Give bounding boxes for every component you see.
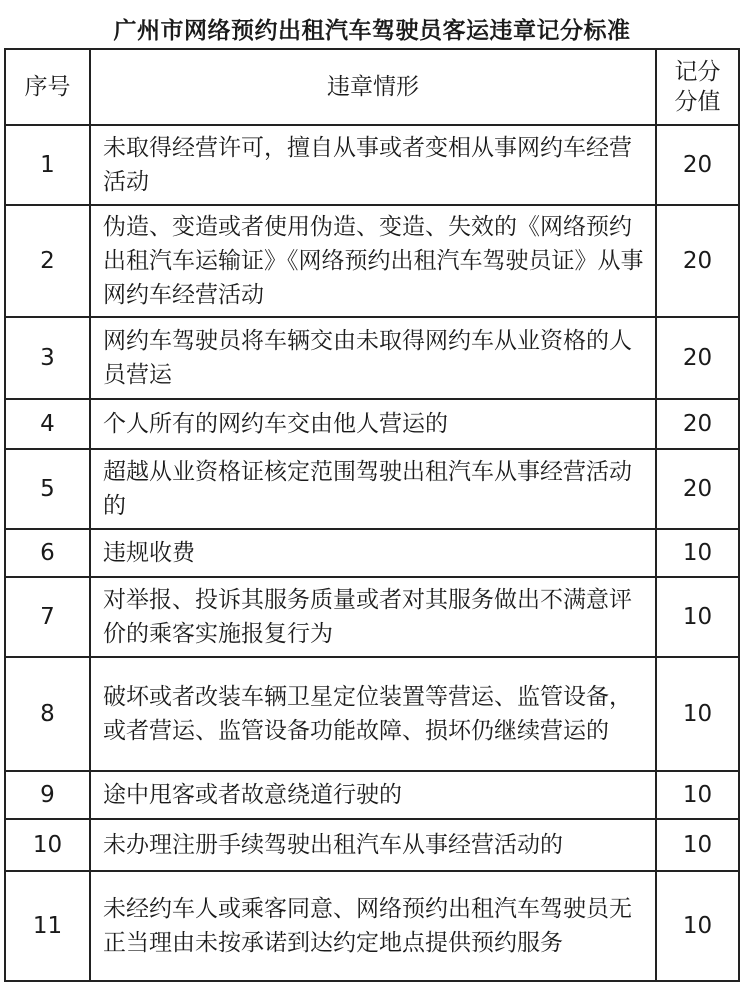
row-number: 7 <box>5 577 90 657</box>
table-row <box>5 657 739 771</box>
row-points: 10 <box>656 577 739 657</box>
row-number: 6 <box>5 529 90 577</box>
row-points: 20 <box>656 125 739 205</box>
table-row <box>5 577 739 657</box>
row-description: 对举报、投诉其服务质量或者对其服务做出不满意评价的乘客实施报复行为 <box>90 577 656 657</box>
row-points: 10 <box>656 529 739 577</box>
row-points: 10 <box>656 819 739 871</box>
table-row <box>5 771 739 819</box>
row-description: 个人所有的网约车交由他人营运的 <box>90 399 656 449</box>
table-row <box>5 399 739 449</box>
row-description: 违规收费 <box>90 529 656 577</box>
row-number: 4 <box>5 399 90 449</box>
row-points: 20 <box>656 399 739 449</box>
row-points: 20 <box>656 317 739 399</box>
table-row <box>5 871 739 981</box>
row-points: 20 <box>656 449 739 529</box>
row-description: 途中甩客或者故意绕道行驶的 <box>90 771 656 819</box>
row-number: 1 <box>5 125 90 205</box>
table-row <box>5 819 739 871</box>
row-number: 5 <box>5 449 90 529</box>
table-row <box>5 529 739 577</box>
row-number: 3 <box>5 317 90 399</box>
violation-points-table <box>4 48 740 982</box>
table-row <box>5 205 739 317</box>
row-points: 10 <box>656 871 739 981</box>
header-no: 序号 <box>5 49 90 125</box>
row-points: 10 <box>656 657 739 771</box>
row-description: 未经约车人或乘客同意、网络预约出租汽车驾驶员无正当理由未按承诺到达约定地点提供预约服务 <box>90 871 656 981</box>
row-description: 伪造、变造或者使用伪造、变造、失效的《网络预约出租汽车运输证》《网络预约出租汽车驾驶员证》从事网约车经营活动 <box>90 205 656 317</box>
row-number: 9 <box>5 771 90 819</box>
header-points-line1: 记分 <box>674 59 721 85</box>
row-number: 11 <box>5 871 90 981</box>
row-number: 10 <box>5 819 90 871</box>
row-points: 20 <box>656 205 739 317</box>
row-description: 超越从业资格证核定范围驾驶出租汽车从事经营活动的 <box>90 449 656 529</box>
table-row <box>5 317 739 399</box>
row-description: 网约车驾驶员将车辆交由未取得网约车从业资格的人员营运 <box>90 317 656 399</box>
table-row <box>5 449 739 529</box>
row-points: 10 <box>656 771 739 819</box>
table-header-row <box>5 49 739 125</box>
row-number: 8 <box>5 657 90 771</box>
row-description: 破坏或者改装车辆卫星定位装置等营运、监管设备，或者营运、监管设备功能故障、损坏仍继续营运的 <box>90 657 656 771</box>
row-number: 2 <box>5 205 90 317</box>
document-title: 广州市网络预约出租汽车驾驶员客运违章记分标准 <box>113 18 631 44</box>
row-description: 未办理注册手续驾驶出租汽车从事经营活动的 <box>90 819 656 871</box>
row-description: 未取得经营许可，擅自从事或者变相从事网约车经营活动 <box>90 125 656 205</box>
header-points <box>656 49 739 125</box>
header-desc: 违章情形 <box>90 49 656 125</box>
header-points-line2: 分值 <box>674 89 721 115</box>
table-row <box>5 125 739 205</box>
